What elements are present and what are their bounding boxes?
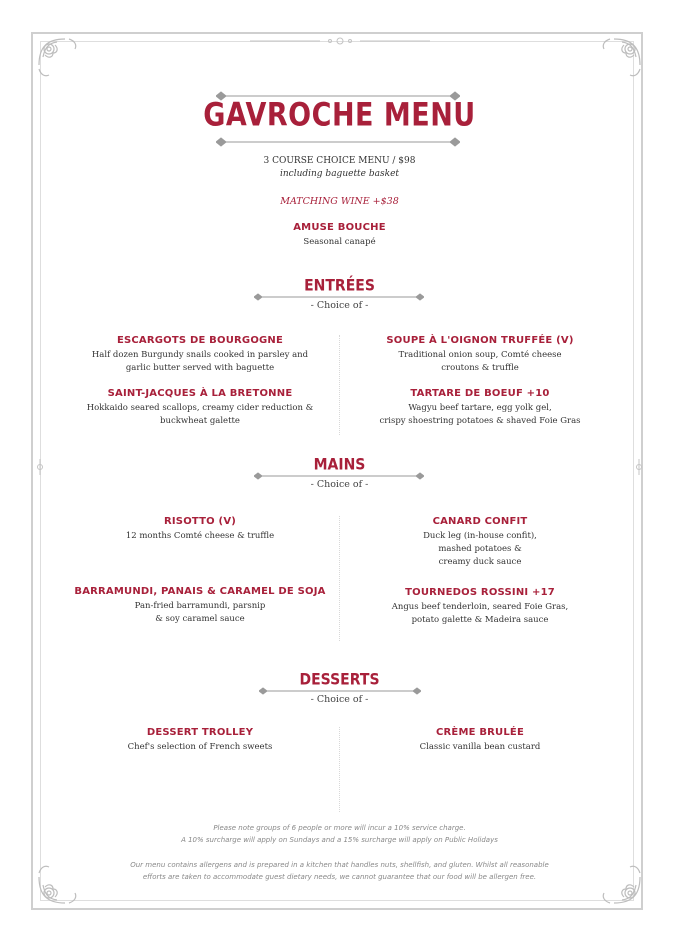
service-charge-note: Please note groups of 6 people or more will incur a 10% service charge.: [213, 824, 466, 832]
item-desc: Half dozen Burgundy snails cooked in parsley and: [91, 350, 309, 360]
item-desc: Pan-fried barramundi, parsnip: [134, 601, 266, 611]
course-price-line: 3 COURSE CHOICE MENU / $98: [263, 156, 416, 166]
top-ornament-icon: [250, 36, 430, 46]
item-desc: buckwheat galette: [160, 416, 240, 426]
item-desc: Duck leg (in-house confit),: [423, 531, 537, 541]
menu-item: [50, 586, 350, 626]
section-heading-mains: MAINS: [313, 455, 366, 475]
menu-item: [50, 727, 350, 754]
corner-flourish-icon: [35, 35, 91, 91]
item-title: CRÈME BRULÉE: [435, 727, 524, 738]
menu-item: [330, 587, 630, 627]
choice-label-entrees: - Choice of -: [310, 300, 369, 311]
menu-item: [50, 516, 350, 543]
choice-label-desserts: - Choice of -: [310, 694, 369, 705]
amuse-title: AMUSE BOUCHE: [293, 222, 386, 233]
item-title: SAINT-JACQUES À LA BRETONNE: [107, 388, 293, 399]
item-title: CANARD CONFIT: [432, 516, 528, 527]
menu-item: [330, 335, 630, 375]
menu-item: [330, 516, 630, 569]
item-title: TARTARE DE BOEUF +10: [410, 388, 550, 399]
item-title: ESCARGOTS DE BOURGOGNE: [116, 335, 284, 346]
item-desc: Wagyu beef tartare, egg yolk gel,: [408, 403, 552, 413]
page-title: GAVROCHE MENU: [203, 97, 476, 134]
item-desc: Traditional onion soup, Comté cheese: [398, 350, 562, 360]
menu-item: [330, 727, 630, 754]
corner-flourish-icon: [588, 35, 644, 91]
item-desc: 12 months Comté cheese & truffle: [125, 531, 275, 541]
item-title: SOUPE À L'OIGNON TRUFFÉE (V): [386, 335, 574, 346]
item-desc: crispy shoestring potatoes & shaved Foie Gras: [379, 416, 581, 426]
diamond-rule-icon: [216, 137, 460, 147]
item-desc: garlic butter served with baguette: [125, 363, 275, 373]
amuse-desc: Seasonal canapé: [303, 237, 376, 247]
item-desc: croutons & truffle: [441, 363, 519, 373]
item-desc: Classic vanilla bean custard: [419, 742, 541, 752]
item-title: DESSERT TROLLEY: [146, 727, 254, 738]
item-desc: Hokkaido seared scallops, creamy cider reduction &: [86, 403, 314, 413]
item-desc: Angus beef tenderloin, seared Foie Gras,: [391, 602, 569, 612]
menu-item: [330, 388, 630, 428]
choice-label-mains: - Choice of -: [310, 479, 369, 490]
allergen-note-continued: efforts are taken to accommodate guest dietary needs, we cannot guarantee that our food will be allergen free.: [142, 873, 537, 881]
item-title: TOURNEDOS ROSSINI +17: [405, 587, 555, 598]
wine-pairing-line: MATCHING WINE +$38: [280, 196, 399, 207]
section-heading-entrees: ENTRÉES: [304, 276, 375, 296]
item-desc: mashed potatoes &: [438, 544, 522, 554]
section-heading-desserts: DESSERTS: [299, 670, 380, 690]
item-desc: & soy caramel sauce: [155, 614, 245, 624]
baguette-line: including baguette basket: [279, 169, 400, 179]
allergen-note: Our menu contains allergens and is prepared in a kitchen that handles nuts, shellfish, and gluten. Whilst all reasonable: [130, 861, 549, 869]
item-title: RISOTTO (V): [163, 516, 237, 527]
item-desc: Chef's selection of French sweets: [127, 742, 273, 752]
item-title: BARRAMUNDI, PANAIS & CARAMEL DE SOJA: [74, 586, 326, 597]
menu-item: [50, 388, 350, 428]
surcharge-note: A 10% surcharge will apply on Sundays and a 15% surcharge will apply on Public Holidays: [181, 836, 498, 844]
menu-item: [50, 335, 350, 375]
item-desc: creamy duck sauce: [438, 557, 522, 567]
item-desc: potato galette & Madeira sauce: [411, 615, 549, 625]
